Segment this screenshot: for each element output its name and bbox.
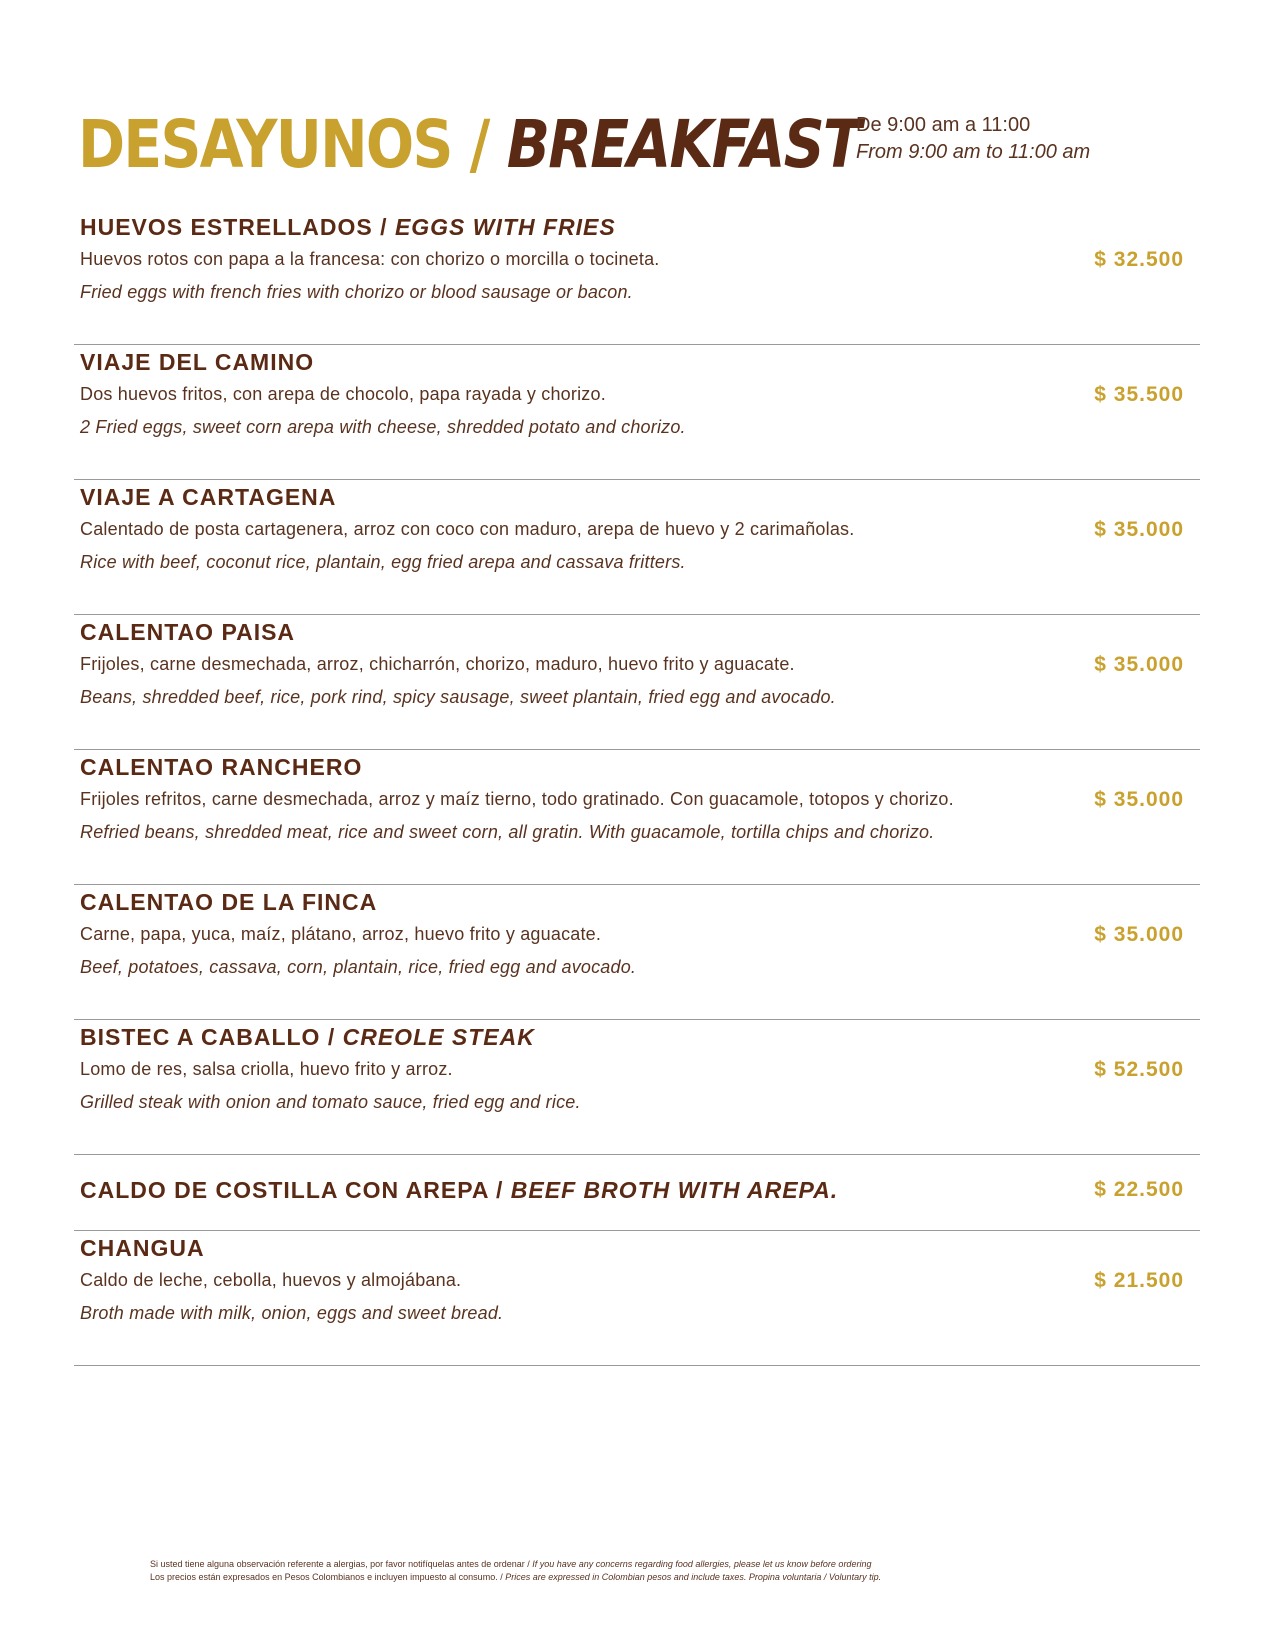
item-name-english: CREOLE STEAK xyxy=(342,1024,535,1050)
hours-english: From 9:00 am to 11:00 am xyxy=(856,141,1091,163)
item-name xyxy=(80,1233,205,1263)
item-name xyxy=(80,347,314,377)
item-price: $ 35.000 xyxy=(1094,653,1184,676)
item-description-english: Rice with beef, coconut rice, plantain, egg fried arepa and cassava fritters. xyxy=(80,552,686,572)
menu-item-changua xyxy=(74,1231,1200,1366)
item-name-spanish: CALENTAO RANCHERO xyxy=(80,754,363,780)
item-price: $ 22.500 xyxy=(1094,1178,1184,1201)
menu-item-huevos-estrellados xyxy=(74,210,1200,345)
menu-item-viaje-del-camino xyxy=(74,345,1200,480)
hours-spanish: De 9:00 am a 11:00 xyxy=(856,114,1031,136)
item-name-english: EGGS WITH FRIES xyxy=(394,214,616,240)
item-name xyxy=(80,752,362,782)
item-price: $ 32.500 xyxy=(1094,248,1184,271)
item-name xyxy=(80,887,377,917)
footer-allergies-english: If you have any concerns regarding food allergies, please let us know before ordering xyxy=(532,1559,872,1569)
title-spanish: DESAYUNOS xyxy=(78,106,452,183)
item-name-separator: / xyxy=(488,1177,511,1203)
footer-line-prices xyxy=(150,1571,1130,1584)
item-name-separator: / xyxy=(320,1024,343,1050)
item-price: $ 35.000 xyxy=(1094,923,1184,946)
menu-item-calentao-de-la-finca xyxy=(74,885,1200,1020)
menu-list xyxy=(74,210,1200,1366)
item-price: $ 35.500 xyxy=(1094,383,1184,406)
item-name xyxy=(80,1022,535,1052)
item-name-separator: / xyxy=(372,214,395,240)
item-description-english: Beans, shredded beef, rice, pork rind, spicy sausage, sweet plantain, fried egg and avocado. xyxy=(80,687,836,707)
title-english: BREAKFAST xyxy=(506,106,860,183)
item-name-spanish: CALDO DE COSTILLA CON AREPA xyxy=(80,1177,489,1203)
item-description-spanish: Frijoles refritos, carne desmechada, arroz y maíz tierno, todo gratinado. Con guacamole, totopos y chorizo. xyxy=(80,789,954,809)
item-name-spanish: VIAJE A CARTAGENA xyxy=(80,484,337,510)
serving-hours xyxy=(856,112,1090,166)
menu-item-viaje-a-cartagena xyxy=(74,480,1200,615)
item-description-spanish: Calentado de posta cartagenera, arroz con coco con maduro, arepa de huevo y 2 carimañolas. xyxy=(80,519,855,539)
item-description-english: Refried beans, shredded meat, rice and sweet corn, all gratin. With guacamole, tortilla chips and chorizo. xyxy=(80,822,935,842)
item-description-english: Fried eggs with french fries with chorizo or blood sausage or bacon. xyxy=(80,282,633,302)
item-description-spanish: Huevos rotos con papa a la francesa: con chorizo o morcilla o tocineta. xyxy=(80,249,660,269)
menu-header xyxy=(78,100,1198,190)
item-price: $ 35.000 xyxy=(1094,788,1184,811)
item-name xyxy=(80,482,336,512)
item-name-spanish: CALENTAO DE LA FINCA xyxy=(80,889,378,915)
item-description-english: 2 Fried eggs, sweet corn arepa with cheese, shredded potato and chorizo. xyxy=(80,417,686,437)
item-name-spanish: HUEVOS ESTRELLADOS xyxy=(80,214,373,240)
item-name-spanish: CHANGUA xyxy=(80,1235,205,1261)
item-description-spanish: Carne, papa, yuca, maíz, plátano, arroz, huevo frito y aguacate. xyxy=(80,924,602,944)
title-separator: / xyxy=(469,106,489,183)
item-description-english: Beef, potatoes, cassava, corn, plantain, rice, fried egg and avocado. xyxy=(80,957,637,977)
item-name-spanish: VIAJE DEL CAMINO xyxy=(80,349,315,375)
item-description-spanish: Lomo de res, salsa criolla, huevo frito y arroz. xyxy=(80,1059,453,1079)
item-name xyxy=(80,1175,838,1205)
footer-allergies-spanish: Si usted tiene alguna observación referente a alergias, por favor notifíquelas antes de ordenar / xyxy=(150,1559,533,1569)
menu-item-caldo-de-costilla xyxy=(74,1155,1200,1231)
item-price: $ 52.500 xyxy=(1094,1058,1184,1081)
item-name-spanish: BISTEC A CABALLO xyxy=(80,1024,321,1050)
footer-prices-english: Prices are expressed in Colombian pesos and include taxes. Propina voluntaria / Voluntary tip. xyxy=(505,1572,882,1582)
item-description-english: Grilled steak with onion and tomato sauce, fried egg and rice. xyxy=(80,1092,581,1112)
item-name-spanish: CALENTAO PAISA xyxy=(80,619,296,645)
page-title xyxy=(78,100,860,190)
item-description-spanish: Frijoles, carne desmechada, arroz, chicharrón, chorizo, maduro, huevo frito y aguacate. xyxy=(80,654,795,674)
item-name xyxy=(80,212,616,242)
item-price: $ 35.000 xyxy=(1094,518,1184,541)
footer-prices-spanish: Los precios están expresados en Pesos Colombianos e incluyen impuesto al consumo. / xyxy=(150,1572,506,1582)
item-price: $ 21.500 xyxy=(1094,1269,1184,1292)
menu-item-calentao-paisa xyxy=(74,615,1200,750)
menu-item-bistec-a-caballo xyxy=(74,1020,1200,1155)
allergy-and-price-notice xyxy=(150,1558,1130,1584)
item-description-spanish: Dos huevos fritos, con arepa de chocolo, papa rayada y chorizo. xyxy=(80,384,606,404)
item-description-english: Broth made with milk, onion, eggs and sweet bread. xyxy=(80,1303,504,1323)
item-name xyxy=(80,617,295,647)
item-description-spanish: Caldo de leche, cebolla, huevos y almojábana. xyxy=(80,1270,462,1290)
item-name-english: BEEF BROTH WITH AREPA. xyxy=(510,1177,839,1203)
footer-line-allergies xyxy=(150,1558,1130,1571)
menu-item-calentao-ranchero xyxy=(74,750,1200,885)
